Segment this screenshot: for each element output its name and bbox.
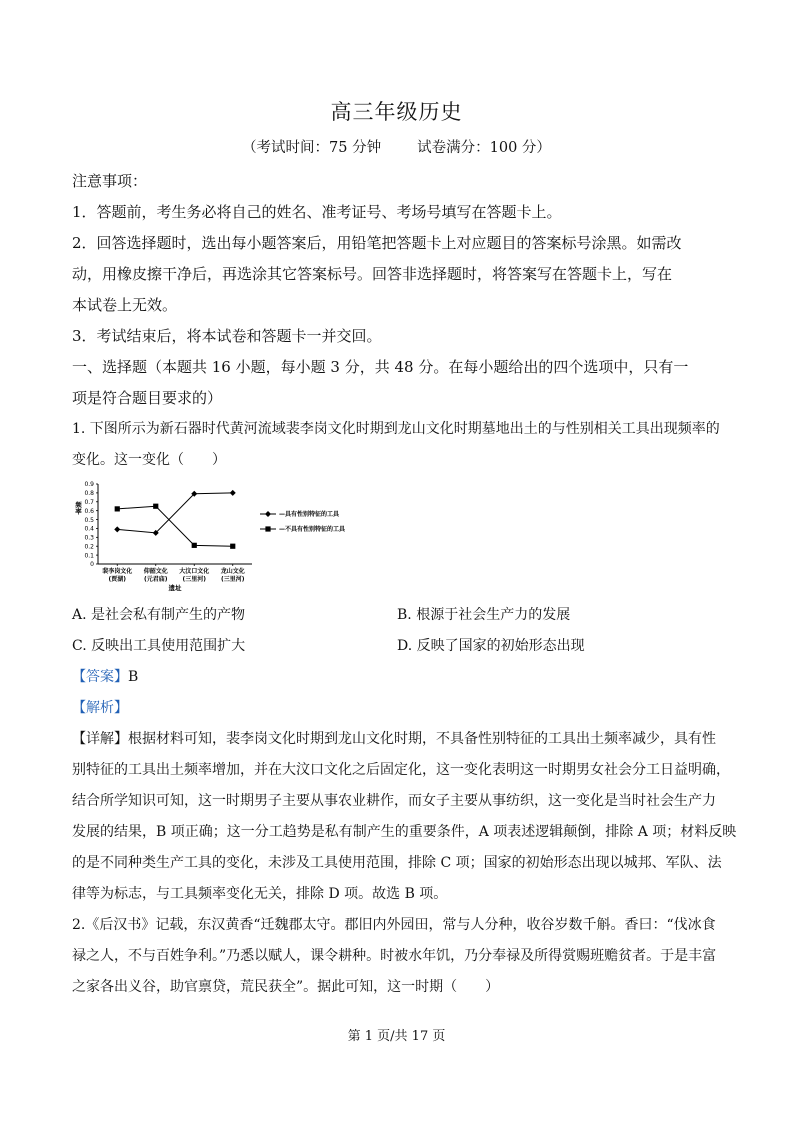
x-tick-label: 裴李岗文化: [102, 568, 133, 575]
section-header-line-1: 一、选择题（本题共 16 小题，每小题 3 分，共 48 分。在每小题给出的四个选项中，只有一: [72, 358, 689, 376]
x-axis-label: 遗址: [168, 584, 182, 592]
legend-marker-2: [265, 526, 270, 531]
answer-tag: 【答案】: [72, 669, 128, 685]
x-tick-sublabel: (三里河): [221, 576, 245, 583]
data-point-series-2: [115, 506, 120, 511]
y-tick-label: 0.6: [84, 507, 94, 515]
legend-label-2: —不具有性别特征的工具: [279, 526, 346, 533]
x-tick-sublabel: (贾湖): [108, 576, 126, 583]
x-tick-sublabel: (元君庙): [144, 576, 168, 583]
note-1: 1．答题前，考生务必将自己的姓名、准考证号、考场号填写在答题卡上。: [72, 203, 562, 221]
q1-detail-line-3: 结合所学知识可知，这一时期男子主要从事农业耕作，而女子主要从事纺织，这一变化是当时社会生产力: [72, 793, 716, 809]
y-axis-label: 频率: [74, 501, 82, 515]
q1-detail-line-5: 的是不同种类生产工具的变化，未涉及工具使用范围，排除 C 项；国家的初始形态出现以城邦、军队、法: [72, 855, 722, 871]
data-point-series-1: [114, 526, 120, 532]
q1-line-chart: [70, 478, 360, 600]
y-tick-label: 0.5: [84, 516, 94, 524]
analysis-tag: 【解析】: [72, 700, 128, 716]
y-tick-label: 0.7: [84, 498, 94, 506]
y-tick-label: 0.3: [84, 534, 94, 542]
detail-text: 根据材料可知，裴李岗文化时期到龙山文化时期，不具备性别特征的工具出土频率减少，具有性: [128, 731, 716, 747]
q2-stem-line-3: 之家各出义谷，助官禀贷，荒民获全”。据此可知，这一时期（ ）: [72, 979, 500, 995]
q1-detail-line-4: 发展的结果，B 项正确；这一分工趋势是私有制产生的重要条件，A 项表述逻辑颠倒，排除 A 项；材料反映: [72, 824, 737, 840]
page-footer: 第 1 页/共 17 页: [347, 1029, 446, 1044]
y-tick-label: 0.1: [84, 552, 94, 560]
section-header-line-2: 项是符合题目要求的）: [72, 389, 223, 407]
q1-analysis-tag: [72, 693, 128, 723]
exam-time: （考试时间：75 分钟: [242, 140, 382, 156]
data-point-series-1: [230, 490, 236, 496]
x-tick-label: 仰韶文化: [143, 568, 168, 575]
x-tick-label: 龙山文化: [220, 568, 245, 575]
q1-option-a: A. 是社会私有制产生的产物: [72, 607, 246, 623]
detail-tag: 【详解】: [72, 731, 128, 747]
q2-stem-line-1: 2.《后汉书》记载，东汉黄香“迁魏郡太守。郡旧内外园田，常与人分种，收谷岁数千斛。香曰：“伐冰食: [72, 917, 716, 933]
exam-info: [0, 136, 793, 157]
x-tick-label: 大汶口文化: [179, 568, 210, 575]
y-tick-label: 0.2: [84, 543, 94, 551]
y-tick-label: 0.8: [84, 490, 94, 498]
data-point-series-2: [192, 543, 197, 548]
page-title: 高三年级历史: [330, 100, 463, 124]
q1-stem-line-1: 1. 下图所示为新石器时代黄河流域裴李岗文化时期到龙山文化时期墓地出土的与性别相关工具出现频率的: [72, 421, 720, 437]
chart-plot-area: [74, 481, 346, 592]
note-2-line-3: 本试卷上无效。: [72, 296, 178, 314]
y-tick-label: 0: [90, 561, 94, 569]
q1-detail-line-6: 律等为标志，与工具频率变化无关，排除 D 项。故选 B 项。: [72, 886, 448, 902]
data-point-series-2: [153, 504, 158, 509]
q1-option-b: B. 根源于社会生产力的发展: [397, 607, 571, 623]
q1-detail-line-1: [72, 724, 716, 754]
answer-value: B: [128, 669, 139, 685]
y-tick-label: 0.4: [84, 525, 94, 533]
q1-detail-line-2: 别特征的工具出土频率增加，并在大汶口文化之后固定化，这一变化表明这一时期男女社会分工日益明确，: [72, 762, 730, 778]
exam-score: 试卷满分：100 分）: [417, 140, 551, 156]
notes-heading: 注意事项：: [72, 172, 148, 190]
legend-label-1: —具有性别特征的工具: [279, 511, 340, 518]
q1-stem-line-2: 变化。这一变化（ ）: [72, 452, 226, 468]
q1-answer: [72, 662, 138, 692]
series-line-2: [117, 506, 233, 546]
legend-marker-1: [265, 511, 271, 517]
note-2-line-1: 2．回答选择题时，选出每小题答案后，用铅笔把答题卡上对应题目的答案标号涂黑。如需改: [72, 234, 682, 252]
note-2-line-2: 动，用橡皮擦干净后，再选涂其它答案标号。回答非选择题时，将答案写在答题卡上，写在: [72, 265, 673, 283]
q1-option-d: D. 反映了国家的初始形态出现: [397, 638, 585, 654]
q2-stem-line-2: 禄之人，不与百姓争利。”乃悉以赋人，课令耕种。时被水年饥，乃分奉禄及所得赏赐班赡贫者。于是丰富: [72, 948, 717, 964]
x-tick-sublabel: (三里河): [182, 576, 206, 583]
q1-option-c: C. 反映出工具使用范围扩大: [72, 638, 246, 654]
data-point-series-2: [230, 544, 235, 549]
y-tick-label: 0.9: [84, 481, 94, 489]
note-3: 3．考试结束后，将本试卷和答题卡一并交回。: [72, 327, 382, 345]
series-line-1: [117, 493, 233, 533]
